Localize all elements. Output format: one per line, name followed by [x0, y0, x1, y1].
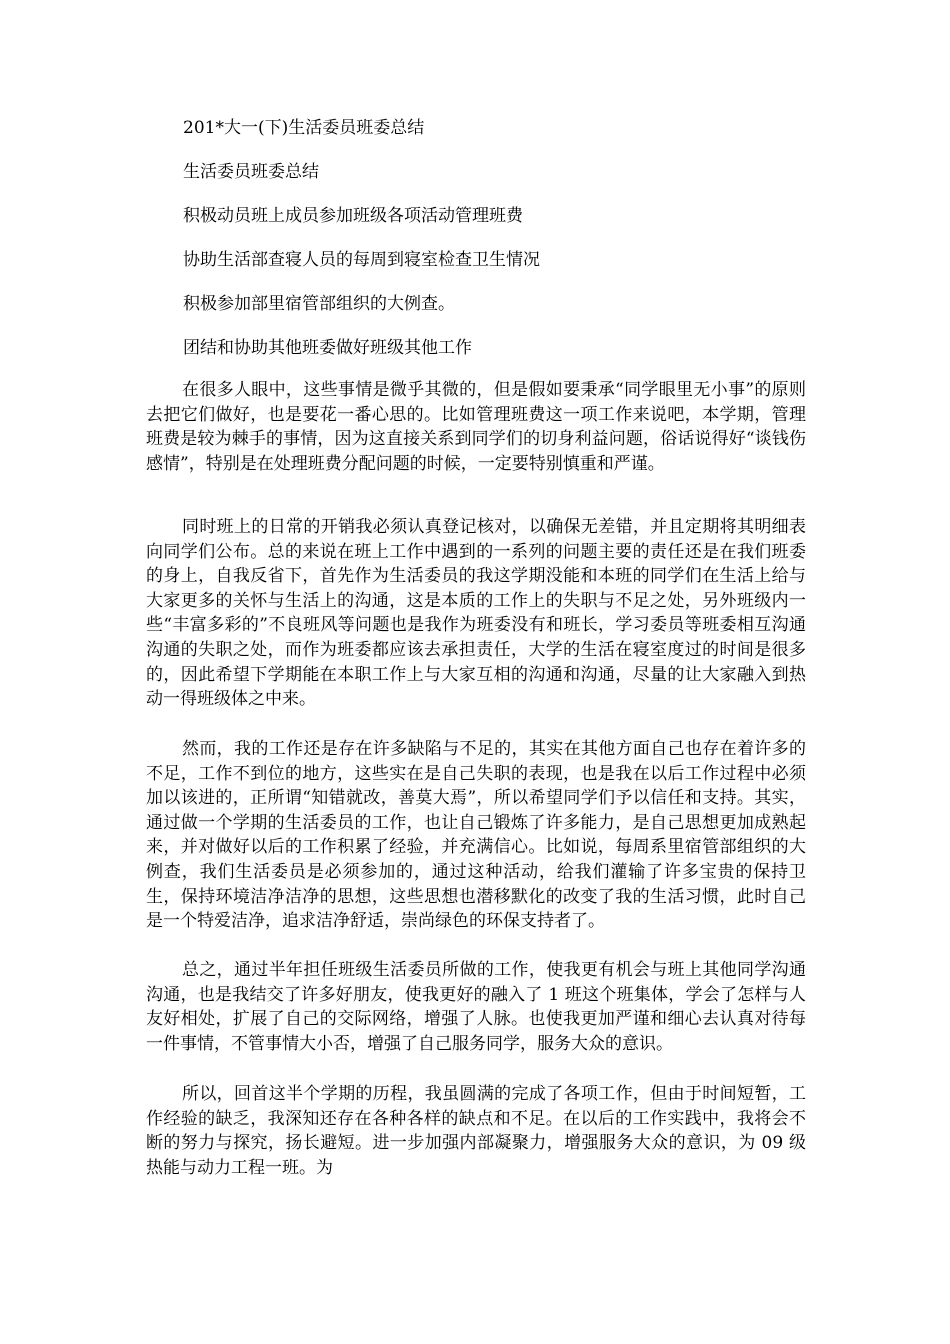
body-paragraph: 然而，我的工作还是存在许多缺陷与不足的，其实在其他方面自己也存在着许多的不足，工作不到位的地方，这些实在是自己失职的表现，也是我在以后工作过程中必须加以该进的，正所谓“知错就改，善莫大焉”，所以希望同学们予以信任和支持。其实，通过做一个学期的生活委员的工作，也让自己锻炼了许多能力，是自己思想更加成熟起来，并对做好以后的工作积累了经验，并充满信心。比如说，每周系里宿管部组织的大例查，我们生活委员是必须参加的，通过这种活动，给我们灌输了许多宝贵的保持卫生，保持环境洁净洁净的思想，这些思想也潜移默化的改变了我的生活习惯，此时自己是一个特爱洁净，追求洁净舒适，崇尚绿色的环保支持者了。 [146, 739, 806, 932]
document-subtitle: 生活委员班委总结 [183, 162, 319, 182]
duty-item: 协助生活部查寝人员的每周到寝室检查卫生情况 [183, 250, 540, 270]
duty-item: 团结和协助其他班委做好班级其他工作 [183, 338, 472, 358]
document-title: 201*大一(下)生活委员班委总结 [183, 118, 425, 138]
body-paragraph: 总之，通过半年担任班级生活委员所做的工作，使我更有机会与班上其他同学沟通沟通，也是我结交了许多好朋友，使我更好的融入了 1 班这个班集体，学会了怎样与人友好相处，扩展了自己的交际网络，增强了人脉。也使我更加严谨和细心去认真对待每一件事情，不管事情大小否，增强了自己服务同学，服务大众的意识。 [146, 960, 806, 1054]
duty-item: 积极动员班上成员参加班级各项活动管理班费 [183, 206, 523, 226]
body-paragraph: 所以，回首这半个学期的历程，我虽圆满的完成了各项工作，但由于时间短暂，工作经验的缺乏，我深知还存在各种各样的缺点和不足。在以后的工作实践中，我将会不断的努力与探究，扬长避短。进一步加强内部凝聚力，增强服务大众的意识，为 09 级热能与动力工程一班。为 [146, 1084, 806, 1178]
duty-item: 积极参加部里宿管部组织的大例查。 [183, 294, 455, 314]
body-paragraph: 同时班上的日常的开销我必须认真登记核对，以确保无差错，并且定期将其明细表向同学们公布。总的来说在班上工作中遇到的一系列的问题主要的责任还是在我们班委的身上，自我反省下，首先作为生活委员的我这学期没能和本班的同学们在生活上给与大家更多的关怀与生活上的沟通，这是本质的工作上的失职与不足之处，另外班级内一些“丰富多彩的”不良班风等问题也是我作为班委没有和班长，学习委员等班委相互沟通沟通的失职之处，而作为班委都应该去承担责任，大学的生活在寝室度过的时间是很多的，因此希望下学期能在本职工作上与大家互相的沟通和沟通，尽量的让大家融入到热动一得班级体之中来。 [146, 517, 806, 710]
body-paragraph: 在很多人眼中，这些事情是微乎其微的，但是假如要秉承“同学眼里无小事”的原则去把它们做好，也是要花一番心思的。比如管理班费这一项工作来说吧，本学期，管理班费是较为棘手的事情，因为这直接关系到同学们的切身利益问题，俗话说得好“谈钱伤感情”，特别是在处理班费分配问题的时候，一定要特别慎重和严谨。 [146, 380, 806, 474]
